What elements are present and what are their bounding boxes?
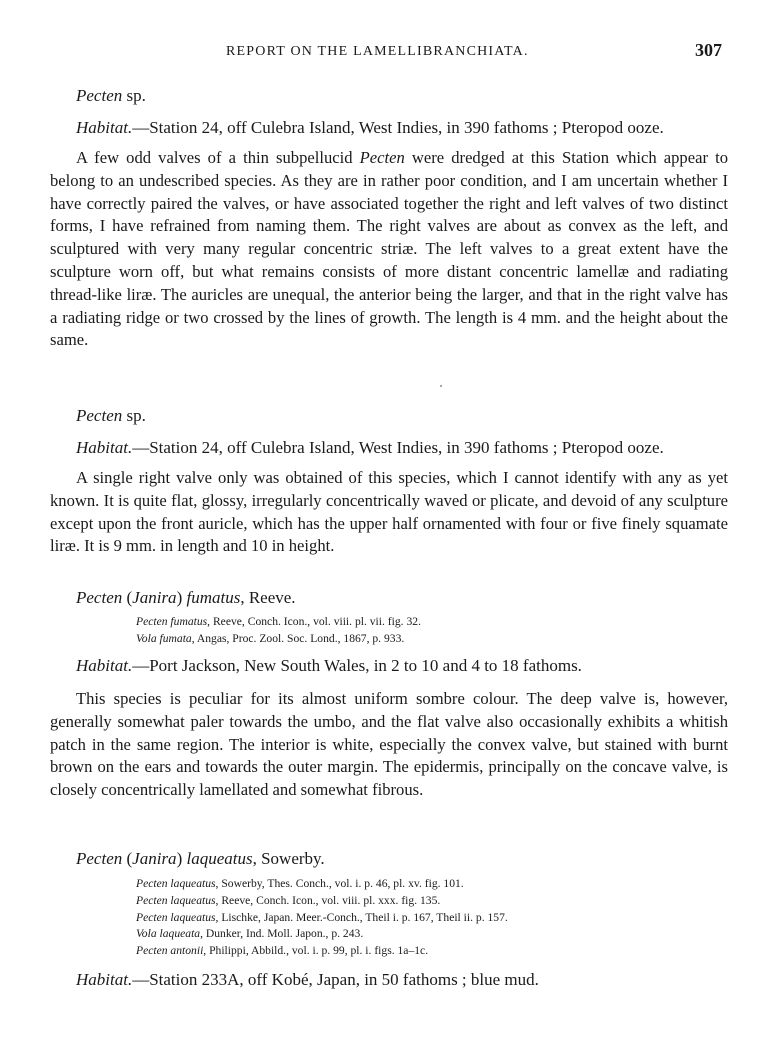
synonymy-entry: [136, 910, 508, 927]
habitat-label: Habitat.: [76, 656, 133, 675]
synonymy-list-1: [136, 614, 421, 648]
synonym-name: Pecten laqueatus: [136, 910, 216, 924]
synonymy-entry: [136, 893, 508, 910]
species-heading-2: [76, 406, 146, 426]
species-heading-4: [76, 849, 325, 869]
subgenus-name: Janira: [132, 849, 177, 868]
paren-close: ): [176, 849, 187, 868]
synonym-citation: , Philippi, Abbild., vol. i. p. 99, pl. i. figs. 1a–1c.: [203, 944, 429, 958]
paren-open: (: [122, 588, 133, 607]
habitat-text: —Station 233A, off Kobé, Japan, in 50 fathoms ; blue mud.: [132, 970, 539, 989]
running-title: REPORT ON THE LAMELLIBRANCHIATA.: [226, 44, 529, 59]
synonym-citation: , Angas, Proc. Zool. Soc. Lond., 1867, p. 933.: [191, 631, 405, 645]
species-author: , Sowerby.: [252, 849, 325, 868]
synonymy-entry: [136, 631, 421, 648]
genus-name: Pecten: [76, 849, 123, 868]
genus-name: Pecten: [76, 406, 123, 425]
synonym-name: Pecten antonii: [136, 944, 204, 958]
synonymy-list-2: [136, 876, 508, 960]
habitat-line-4: [76, 970, 539, 990]
species-qualifier: sp.: [122, 406, 146, 425]
synonym-citation: , Lischke, Japan. Meer.-Conch., Theil i. p. 167, Theil ii. p. 157.: [215, 910, 508, 924]
habitat-line-3: [76, 656, 582, 676]
genus-name: Pecten: [76, 588, 123, 607]
species-heading-3: [76, 588, 296, 608]
habitat-label: Habitat.: [76, 970, 133, 989]
species-qualifier: sp.: [122, 86, 146, 105]
synonymy-entry: [136, 876, 508, 893]
synonym-citation: , Reeve, Conch. Icon., vol. viii. pl. vii. fig. 32.: [207, 615, 421, 628]
synonym-citation: , Sowerby, Thes. Conch., vol. i. p. 46, pl. xv. fig. 101.: [215, 877, 464, 890]
paren-close: ): [176, 588, 187, 607]
habitat-text: —Station 24, off Culebra Island, West Indies, in 390 fathoms ; Pteropod ooze.: [132, 438, 664, 457]
synonym-name: Pecten fumatus: [136, 615, 208, 628]
synonym-citation: , Dunker, Ind. Moll. Japon., p. 243.: [200, 927, 364, 941]
habitat-label: Habitat.: [76, 118, 133, 137]
print-speck: [440, 385, 442, 387]
synonym-name: Vola laqueata: [136, 927, 201, 941]
synonymy-entry: [136, 614, 421, 631]
synonymy-entry: [136, 926, 508, 943]
species-heading-1: [76, 86, 146, 106]
habitat-label: Habitat.: [76, 438, 133, 457]
species-name: laqueatus: [186, 849, 253, 868]
synonym-citation: , Reeve, Conch. Icon., vol. viii. pl. xxx. fig. 135.: [215, 893, 441, 907]
habitat-text: —Port Jackson, New South Wales, in 2 to 10 and 4 to 18 fathoms.: [132, 656, 582, 675]
page-number: 307: [695, 40, 722, 60]
synonym-name: Vola fumata: [136, 631, 192, 645]
species-author: , Reeve.: [240, 588, 296, 607]
paren-open: (: [122, 849, 133, 868]
species-name: fumatus: [186, 588, 241, 607]
synonymy-entry: [136, 943, 508, 960]
habitat-line-1: [76, 118, 664, 138]
description-paragraph-3: This species is peculiar for its almost uniform sombre colour. The deep valve is, however, generally somewhat paler towards the umbo, and the flat valve also occasionally exhibits a whitish patch in the same region. The interior is white, especially the convex valve, but stained with burnt brown on the ears and towards the outer margin. The epidermis, principally on the concave valve, is closely concentrically lamellated and somewhat fibrous.: [50, 689, 728, 800]
habitat-text: —Station 24, off Culebra Island, West Indies, in 390 fathoms ; Pteropod ooze.: [132, 118, 664, 137]
habitat-line-2: [76, 438, 664, 458]
description-paragraph-1: A few odd valves of a thin subpellucid Pecten were dredged at this Station which appear to belong to an undescribed species. As they are in rather poor condition, and I am uncertain whether I have correctly paired the valves, or have associated together the right and left valves of two distinct forms, I have refrained from naming them. The right valves are about as convex as the left, and sculptured with very many regular concentric striæ. The left valves to a great extent have the sculpture worn off, but what remains consists of more distant concentric lamellæ and radiating thread-like liræ. The auricles are unequal, the anterior being the larger, and that in the right valve has a radiating ridge or two crossed by the lines of growth. The length is 4 mm. and the height about the same.: [50, 148, 729, 350]
description-paragraph-2: A single right valve only was obtained of this species, which I cannot identify with any as yet known. It is quite flat, glossy, irregularly concentrically waved or plicate, and devoid of any sculpture except upon the front auricle, which has the upper half ornamented with four or five finely squamate liræ. It is 9 mm. in length and 10 in height.: [50, 468, 728, 556]
inline-genus-name: Pecten: [359, 148, 405, 167]
subgenus-name: Janira: [132, 588, 177, 607]
synonym-name: Pecten laqueatus: [136, 877, 216, 890]
genus-name: Pecten: [76, 86, 123, 105]
synonym-name: Pecten laqueatus: [136, 893, 216, 907]
